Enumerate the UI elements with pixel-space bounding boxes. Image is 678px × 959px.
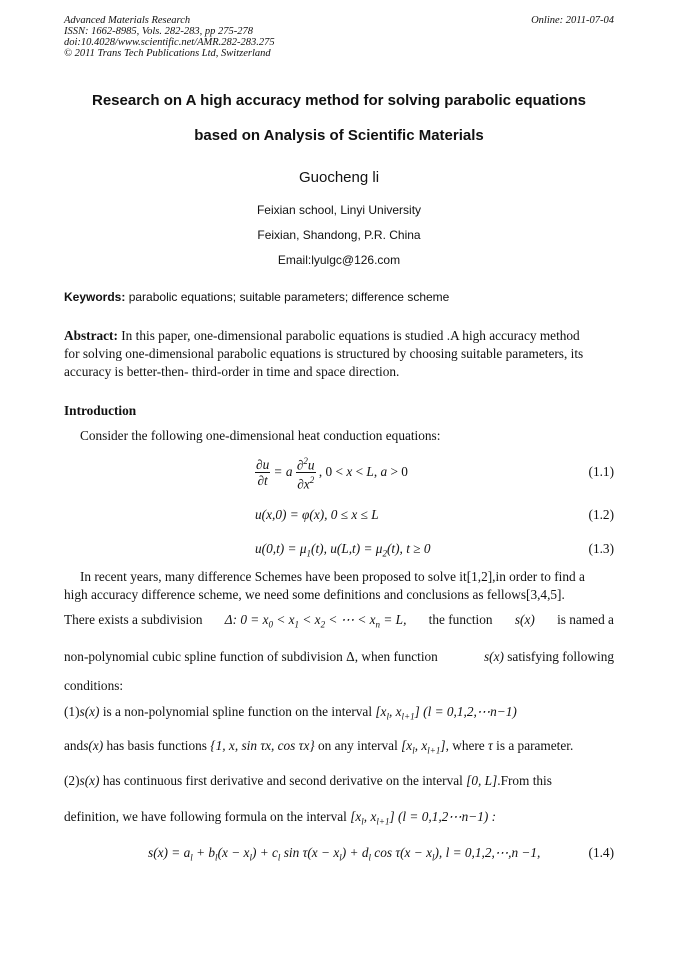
- text-definition: definition, we have following formula on the interval: [64, 809, 347, 824]
- text-from-this: .From this: [497, 773, 552, 788]
- introduction-heading: Introduction: [64, 403, 137, 418]
- equation-1-1: $\frac{\partial u}{\partial t}$ = a $\frac{\partial^2u}{\partial x^2}$ , 0 < x < L, a > 0: [256, 456, 408, 492]
- text-where: , where: [445, 738, 485, 753]
- keywords-label: Keywords:: [64, 290, 126, 304]
- text-the-function: the function: [428, 612, 493, 627]
- condition-2: (2)s(x) has continuous first derivative and second derivative on the interval [0, L].From this: [64, 773, 552, 788]
- text-is-param: is a parameter.: [496, 738, 574, 753]
- eq-number-1-3: (1.3): [588, 541, 614, 556]
- definition-line: definition, we have following formula on the interval [$x_l$, $x_{l+1}$] (l = 0,1,2⋯n−1) :: [64, 809, 497, 827]
- paper-title-line2: based on Analysis of Scientific Materials: [194, 127, 484, 144]
- issn-line: ISSN: 1662-8985, Vols. 282-283, pp 275-278: [64, 26, 253, 37]
- nonpoly-line: non-polynomial cubic spline function of subdivision Δ, when function s(x) satisfying following: [64, 649, 614, 664]
- basis-line: ands(x) has basis functions {1, x, sin τx, cos τx} on any interval [$x_l$, $x_{l+1}$], where τ is a parameter.: [64, 738, 574, 756]
- equation-1-2: u(x,0) = φ(x), 0 ≤ x ≤ L: [255, 507, 379, 522]
- keywords: [64, 290, 449, 304]
- online-date: Online: 2011-07-04: [531, 15, 614, 26]
- paragraph-recent-years: [64, 568, 614, 604]
- email-line: Email:lyulgc@126.com: [277, 253, 401, 267]
- paper-title-line1: Research on A high accuracy method for solving parabolic equations: [92, 92, 586, 109]
- abstract-line3: accuracy is better-then- third-order in time and space direction.: [64, 364, 400, 379]
- journal-name: Advanced Materials Research: [64, 15, 191, 26]
- abstract-line2: for solving one-dimensional parabolic equations is structured by choosing suitable parameters, its: [64, 346, 584, 361]
- author-name: Guocheng li: [298, 169, 380, 186]
- eq-number-1-1: (1.1): [588, 464, 614, 479]
- eq-number-1-2: (1.2): [588, 507, 614, 522]
- text-nonpoly: non-polynomial cubic spline function of subdivision: [64, 649, 343, 664]
- text-on-any: on any interval: [318, 738, 398, 753]
- cond1-prefix: (1): [64, 704, 80, 719]
- abstract: [64, 327, 614, 381]
- text-is-named: is named a: [557, 612, 614, 627]
- intro-sentence: Consider the following one-dimensional heat conduction equations:: [80, 428, 441, 443]
- journal-header: [64, 15, 275, 59]
- eq-number-1-4: (1.4): [588, 845, 614, 860]
- para-line2: high accuracy difference scheme, we need some definitions and conclusions as fellows[3,4,5].: [64, 587, 565, 602]
- conditions-label: conditions:: [64, 678, 124, 693]
- subdivision-line: [64, 611, 614, 634]
- cond2-prefix: (2): [64, 773, 80, 788]
- keywords-text: parabolic equations; suitable parameters; difference scheme: [128, 290, 450, 304]
- copyright-line: © 2011 Trans Tech Publications Ltd, Switzerland: [64, 48, 271, 59]
- text-has-basis: has basis functions: [106, 738, 207, 753]
- affiliation-line1: Feixian school, Linyi University: [256, 203, 422, 217]
- cond1-text: is a non-polynomial spline function on the interval: [102, 704, 373, 719]
- subdivision-formula: Δ: $0 = x_0 < x_1 < x_2$ < ⋯ < $x_n = L$,: [224, 612, 407, 630]
- abstract-label: Abstract:: [64, 328, 118, 343]
- text-when-function: , when function: [354, 649, 438, 664]
- abstract-line1: In this paper, one-dimensional parabolic equations is studied .A high accuracy method: [121, 328, 580, 343]
- equation-1-4: $s(x) = a_l + b_l(x - x_l) + c_l$ $\sin \tau(x - x_l) + d_l$ $\cos \tau(x - x_l)$, l = 0,1,2,⋯,n −1,: [148, 845, 541, 863]
- para-line1: In recent years, many difference Schemes have been proposed to solve it[1,2],in order to find a: [80, 569, 585, 584]
- s-of-x: s(x): [514, 612, 535, 627]
- equation-1-3: $u(0,t) = \mu_1(t)$, $u(L,t) = \mu_2(t)$, t ≥ 0: [255, 541, 431, 559]
- doi-line: doi:10.4028/www.scientific.net/AMR.282-283.275: [64, 37, 275, 48]
- cond2-text: has continuous first derivative and second derivative on the interval: [102, 773, 463, 788]
- text-and: and: [64, 738, 84, 753]
- text-satisfying: satisfying following: [507, 649, 614, 664]
- text-there-exists: There exists a subdivision: [64, 612, 203, 627]
- condition-1: (1)s(x) is a non-polynomial spline function on the interval [$x_l$, $x_{l+1}$] (l = 0,1,2,⋯n−1): [64, 704, 517, 722]
- affiliation-line2: Feixian, Shandong, P.R. China: [257, 228, 421, 242]
